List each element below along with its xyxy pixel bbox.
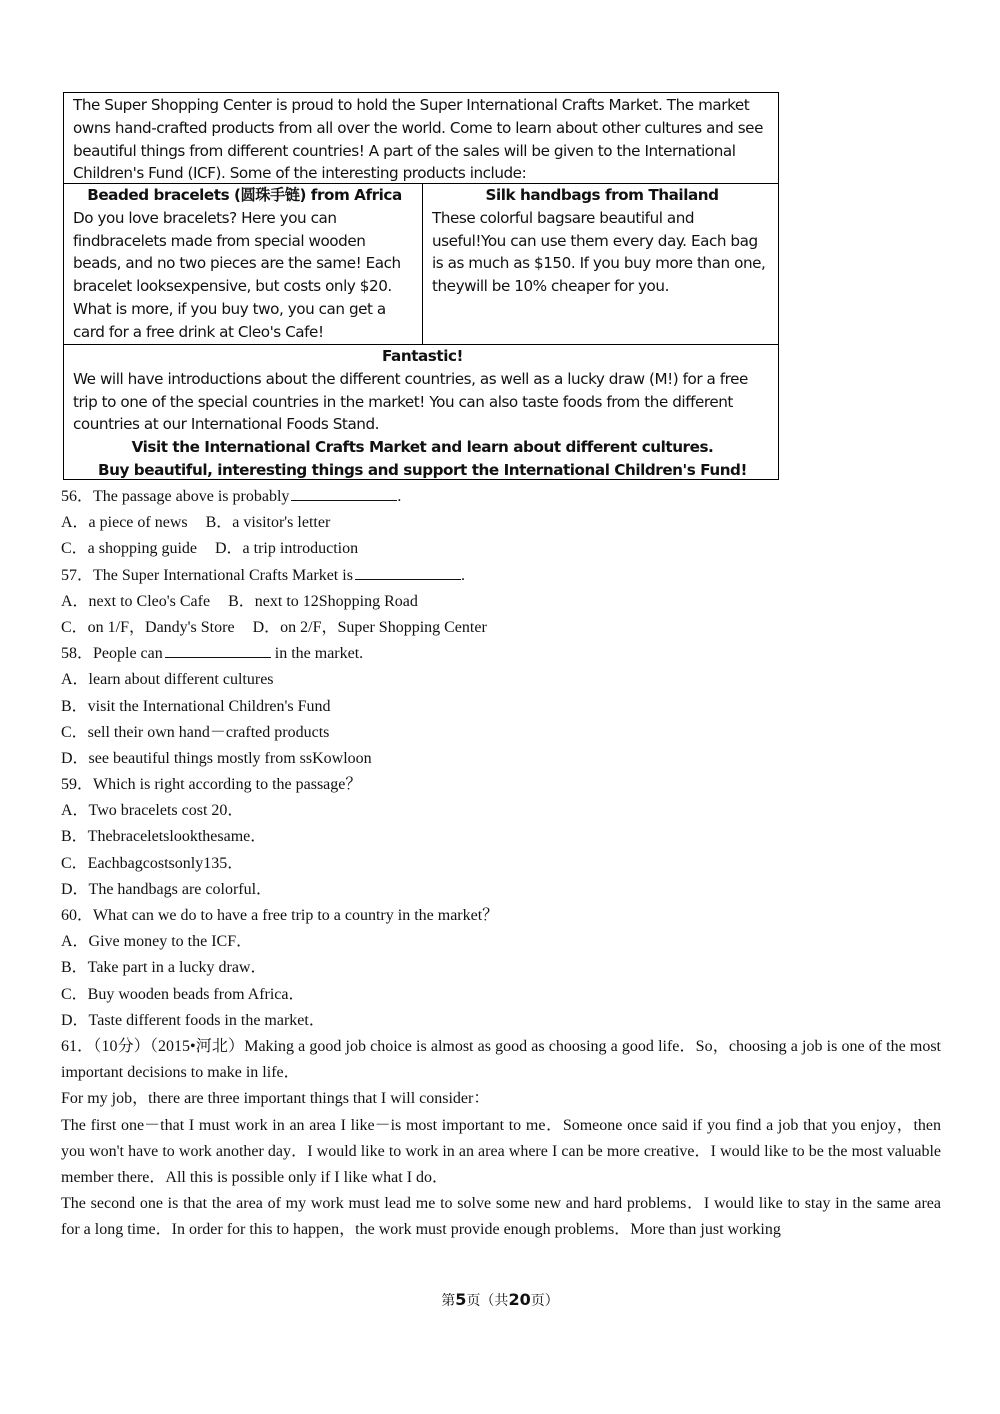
option-b: B．Thebraceletslookthesame． <box>61 828 267 846</box>
ad-bottom-cell <box>64 345 778 479</box>
option-b: B．next to 12Shopping Road <box>228 592 418 610</box>
passage-61-para: For my job，there are three important things that I will consider： <box>61 1090 490 1108</box>
fantastic-body: We will have introductions about the different countries, as well as a lucky draw (M!) for a free trip to one of the special countries in the market! You can also taste foods from the different countries at our International Foods Stand. <box>73 369 748 434</box>
option-c: C．a shopping guide <box>61 540 197 558</box>
passage-61-para: The first one－that I must work in an area I like－is most important to me．Someone once said if you find a job that you enjoy，then you won't have to work another day．I would like to work in an area where I can be more creative．I would like to be the most valuable member there．All this is possible only if I like what I do． <box>61 1116 941 1186</box>
question-stem: 57．The Super International Crafts Market is <box>61 566 353 584</box>
bracelets-cell <box>64 184 423 344</box>
handbags-cell <box>423 184 778 344</box>
slogan-buy: Buy beautiful, interesting things and support the International Children's Fund! <box>98 460 747 479</box>
option-a: A．a piece of news <box>61 514 188 532</box>
option-a: A．next to Cleo's Cafe <box>61 592 211 610</box>
bracelets-body: Do you love bracelets? Here you can findbracelets made from special wooden beads, and no two pieces are the same! Each bracelet looksexpensive, but costs only $20. What is more, if you buy two, you can get a card for a free drink at Cleo's Cafe! <box>73 208 401 341</box>
footer-prefix: 第 <box>441 1293 456 1309</box>
question-stem: 56．The passage above is probably <box>61 488 290 505</box>
ad-intro-cell <box>64 93 778 184</box>
option-c: C．on 1/F，Dandy's Store <box>61 618 235 636</box>
options-row <box>61 615 941 641</box>
footer-middle: 页（共 <box>466 1293 509 1309</box>
option-d: D．on 2/F，Super Shopping Center <box>252 618 487 636</box>
option-c: C．sell their own hand－crafted products <box>61 723 330 741</box>
passage-61-para: The second one is that the area of my work must lead me to solve some new and hard problems．I would like to stay in the same area for a long time．In order for this to happen，the work must provide enough problems．More than just working <box>61 1195 941 1239</box>
question-stem: 58．People can <box>61 645 163 663</box>
option-d: D．The handbags are colorful． <box>61 880 273 898</box>
options-row <box>61 510 941 536</box>
page-footer <box>0 1290 1000 1310</box>
option-b: B．Take part in a lucky draw． <box>61 959 267 977</box>
question-end: in the market. <box>270 645 364 663</box>
handbags-title: Silk handbags from Thailand <box>485 186 719 204</box>
fantastic-title: Fantastic! <box>382 347 463 365</box>
option-d: D．Taste different foods in the market． <box>61 1011 325 1029</box>
answer-blank <box>165 643 271 658</box>
passage-61-intro: 61．（10分）（2015•河北）Making a good job choice is almost as good as choosing a good life．So，choosing a job is one of the most important decisions to make in life． <box>61 1037 941 1082</box>
option-a: A．Two bracelets cost 20． <box>61 802 244 820</box>
answer-blank <box>355 565 461 580</box>
page-number: 5 <box>455 1290 467 1309</box>
handbags-body: These colorful bagsare beautiful and useful!You can use them every day. Each bag is as much as $150. If you buy more than one, theywill be 10% cheaper for you. <box>432 208 766 296</box>
options-row <box>61 536 941 562</box>
option-d: D．a trip introduction <box>215 540 359 558</box>
option-c: C．Eachbagcostsonly135． <box>61 854 244 872</box>
option-a: A．Give money to the ICF． <box>61 933 253 951</box>
options-row <box>61 589 941 615</box>
question-56 <box>61 484 941 510</box>
question-60: 60．What can we do to have a free trip to a country in the market？ <box>61 907 499 924</box>
question-end: . <box>397 488 402 505</box>
advertisement-box <box>63 92 779 480</box>
questions-section <box>61 484 941 1244</box>
option-a: A．learn about different cultures <box>61 671 274 689</box>
slogan-visit: Visit the International Crafts Market and learn about different cultures. <box>131 438 714 457</box>
answer-blank <box>291 486 397 501</box>
question-59: 59．Which is right according to the passage？ <box>61 776 362 794</box>
option-c: C．Buy wooden beads from Africa． <box>61 985 305 1003</box>
question-end: . <box>460 566 465 584</box>
footer-suffix: 页） <box>530 1293 559 1309</box>
question-58 <box>61 641 941 667</box>
ad-products-row <box>64 184 778 345</box>
option-d: D．see beautiful things mostly from ssKowloon <box>61 749 372 767</box>
total-pages: 20 <box>508 1290 531 1309</box>
option-b: B．visit the International Children's Fund <box>61 697 331 715</box>
bracelets-title: Beaded bracelets (圆珠手链) from Africa <box>87 186 402 204</box>
question-57 <box>61 563 941 589</box>
option-b: B．a visitor's letter <box>205 514 331 532</box>
ad-intro-text: The Super Shopping Center is proud to hold the Super International Crafts Market. The market owns hand-crafted products from all over the world. Come to learn about other cultures and see beautiful things from different countries! A part of the sales will be given to the International Children's Fund (ICF). Some of the interesting products include: <box>73 96 763 183</box>
